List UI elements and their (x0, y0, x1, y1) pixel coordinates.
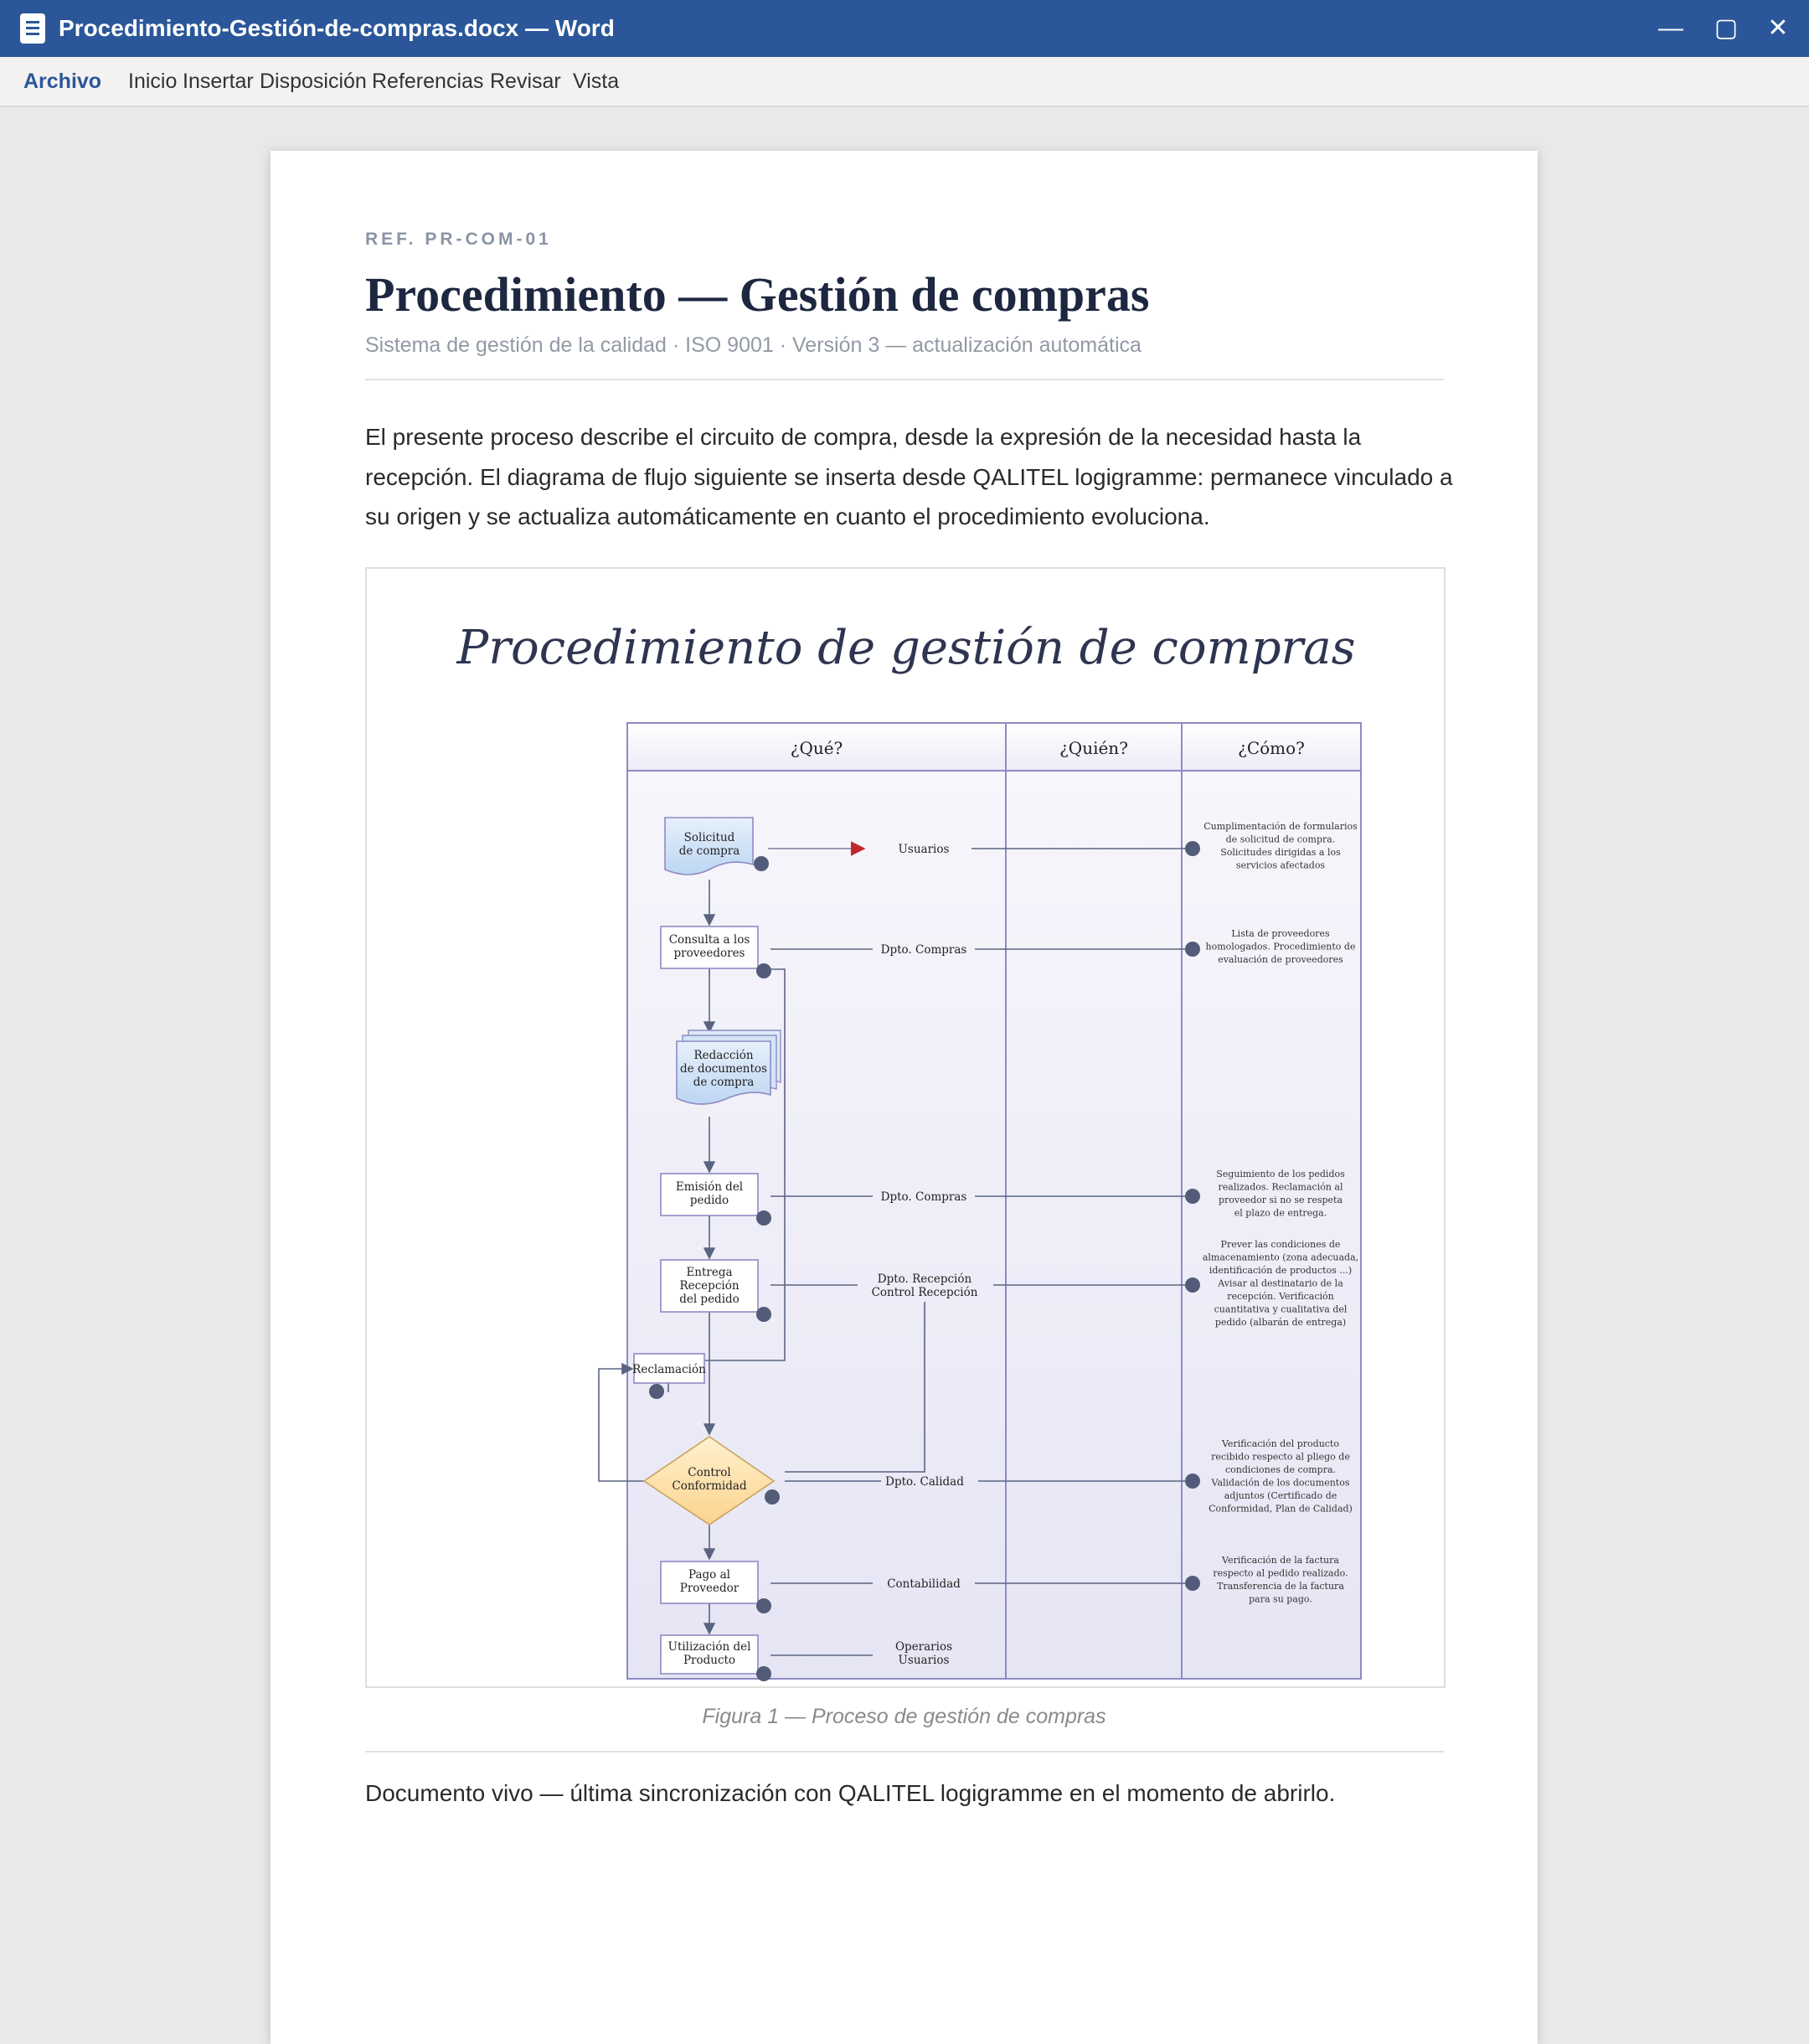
who-dpto-recepcion: Dpto. Recepción Control Recepción (871, 1272, 978, 1299)
step-connector-dot (756, 963, 771, 978)
how-connector-dot (1185, 1576, 1200, 1591)
step-connector-dot (756, 1307, 771, 1322)
step-control-label: Control Conformidad (672, 1466, 747, 1493)
who-contabilidad: Contabilidad (887, 1577, 961, 1591)
document-icon (20, 13, 45, 44)
step-reclamacion-label: Reclamación (632, 1363, 706, 1376)
who-operarios: Operarios Usuarios (894, 1640, 953, 1667)
step-consulta-label: Consulta a los proveedores (668, 933, 750, 960)
how-entrega: Prever las condiciones de almacenamiento (zona adecuada, identificación de productos ...) Avisar al destinatario de la recepción. Verificación cuantitativa y cualitativa del pedido (albarán de entrega) (1202, 1239, 1359, 1328)
footer-note: Documento vivo — última sincronización con QALITEL logigramme en el momento de abrirlo. (365, 1780, 1336, 1806)
how-solicitud: Cumplimentación de formularios de solicitud de compra. Solicitudes dirigidas a los servicios afectados (1203, 821, 1358, 871)
step-utilizacion-label: Utilización del Producto (667, 1640, 751, 1667)
column-header-quien: ¿Quién? (1059, 738, 1128, 758)
step-connector-dot (756, 1666, 771, 1681)
how-connector-dot (1185, 1474, 1200, 1489)
how-connector-dot (1185, 942, 1200, 957)
diagram-title: Procedimiento de gestión de compras (456, 621, 1356, 675)
close-button[interactable]: ✕ (1767, 14, 1789, 42)
window-title: Procedimiento-Gestión-de-compras.docx — Word (59, 15, 615, 41)
minimize-button[interactable]: — (1658, 14, 1683, 42)
embedded-flowchart[interactable] (365, 567, 1446, 1688)
who-dpto-calidad: Dpto. Calidad (885, 1475, 964, 1489)
document-page[interactable] (271, 151, 1538, 2044)
tab-insertar[interactable]: Insertar (183, 70, 254, 93)
divider (365, 379, 1444, 380)
tab-vista[interactable]: Vista (573, 70, 620, 93)
step-connector-dot (765, 1489, 780, 1505)
column-header-como: ¿Cómo? (1238, 738, 1305, 758)
how-control: Verificación del producto recibido respecto al pliego de condiciones de compra. Validación de los documentos adjuntos (Certificado de Conformidad, Plan de Calidad) (1209, 1438, 1353, 1515)
tab-referencias[interactable]: Referencias (372, 70, 484, 93)
column-header-que: ¿Qué? (790, 738, 843, 758)
swimlane-body (627, 771, 1361, 1679)
who-dpto-compras-emision: Dpto. Compras (880, 1190, 967, 1204)
document-reference: REF. PR-COM-01 (365, 230, 552, 249)
step-connector-dot (756, 1598, 771, 1613)
step-pago-label: Pago al Proveedor (679, 1568, 740, 1595)
step-connector-dot (754, 856, 769, 871)
step-connector-dot (756, 1210, 771, 1226)
how-connector-dot (1185, 841, 1200, 856)
tab-disposicion[interactable]: Disposición (260, 70, 367, 93)
step-entrega-label: Entrega Recepción del pedido (679, 1266, 740, 1306)
who-dpto-compras: Dpto. Compras (880, 943, 967, 957)
step-redaccion-label: Redacción de documentos de compra (680, 1049, 767, 1089)
how-consulta: Lista de proveedores homologados. Procedimiento de evaluación de proveedores (1205, 928, 1356, 965)
flowchart-diagram (367, 569, 1444, 1686)
how-connector-dot (1185, 1278, 1200, 1293)
divider (365, 1751, 1444, 1752)
maximize-button[interactable]: ▢ (1714, 14, 1739, 42)
tab-inicio[interactable]: Inicio (128, 70, 178, 93)
step-emision-label: Emisión del pedido (675, 1180, 744, 1207)
who-usuarios: Usuarios (898, 843, 950, 856)
step-solicitud-label: Solicitud de compra (678, 831, 740, 858)
how-connector-dot (1185, 1189, 1200, 1204)
document-subtitle: Sistema de gestión de la calidad · ISO 9001 · Versión 3 — actualización automática (365, 333, 1142, 357)
step-connector-dot (649, 1384, 664, 1399)
how-emision: Seguimiento de los pedidos realizados. Reclamación al proveedor si no se respeta el plazo de entrega. (1216, 1169, 1345, 1219)
title-bar (0, 0, 1809, 57)
how-pago: Verificación de la factura respecto al pedido realizado. Transferencia de la factura para su pago. (1213, 1555, 1348, 1605)
document-title: Procedimiento — Gestión de compras (365, 267, 1150, 322)
figure-caption: Figura 1 — Proceso de gestión de compras (702, 1705, 1106, 1728)
tab-archivo[interactable]: Archivo (23, 70, 102, 93)
tab-revisar[interactable]: Revisar (490, 70, 561, 93)
ribbon (0, 57, 1809, 107)
intro-paragraph: El presente proceso describe el circuito de compra, desde la expresión de la necesidad hasta la recepción. El diagrama de flujo siguiente se inserta desde QALITEL logigramme: permanece vinculado a su origen y se actualiza automáticamente en cuanto el procedimiento evoluciona. (365, 424, 1453, 529)
